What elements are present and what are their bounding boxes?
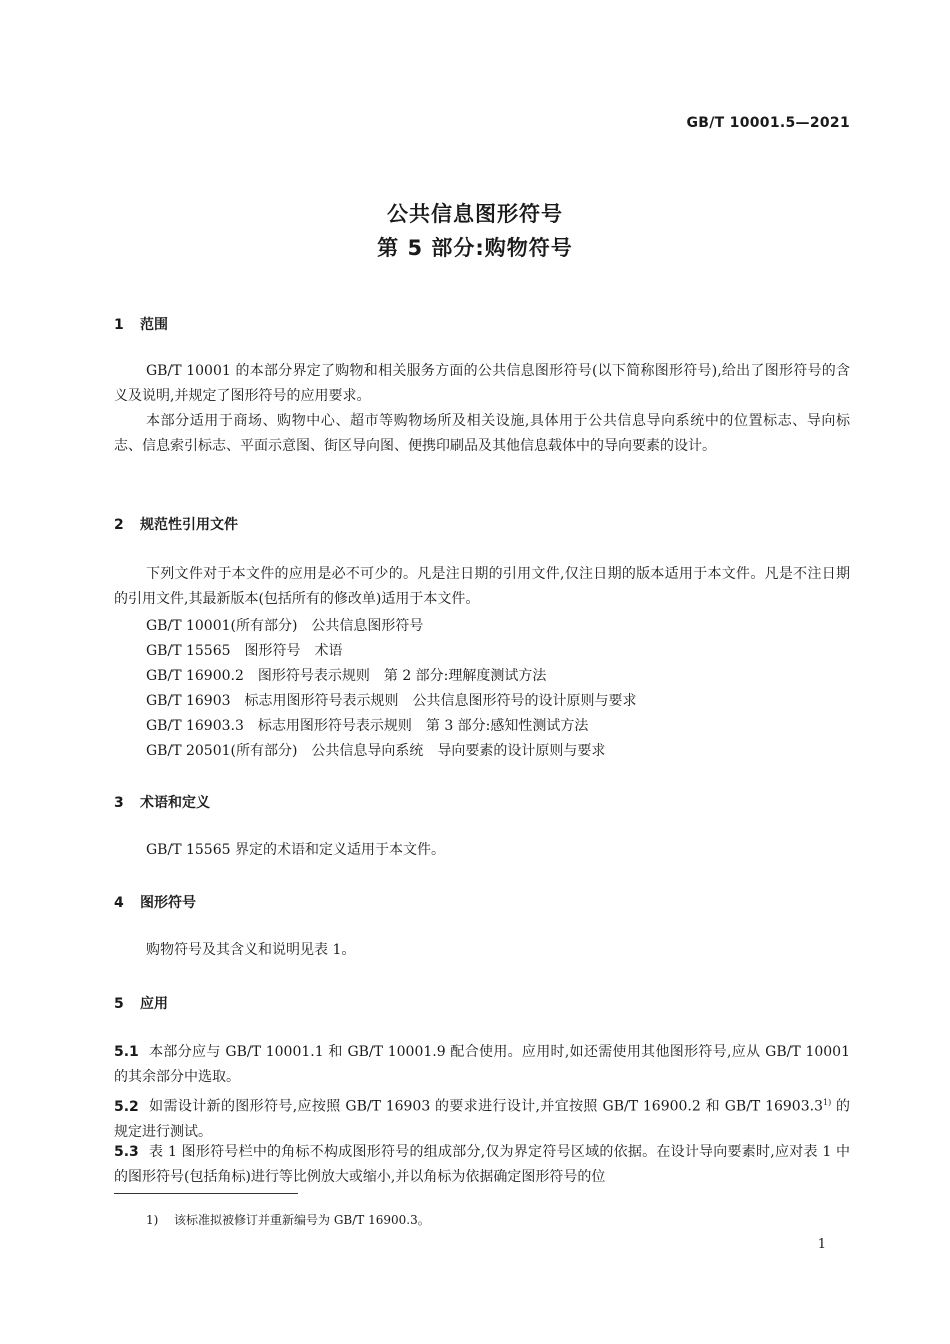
reference-item: GB/T 16903 标志用图形符号表示规则 公共信息图形符号的设计原则与要求	[146, 693, 637, 709]
reference-item: GB/T 15565 图形符号 术语	[146, 643, 343, 659]
document-title: 公共信息图形符号	[387, 202, 563, 226]
section-title: 规范性引用文件	[140, 517, 238, 533]
section-5-heading	[114, 993, 168, 1013]
section-3-paragraph-1: GB/T 15565 界定的术语和定义适用于本文件。	[146, 842, 445, 858]
footnote-text: 该标准拟被修订并重新编号为 GB/T 16900.3。	[174, 1213, 430, 1227]
section-1-paragraph-1: GB/T 10001 的本部分界定了购物和相关服务方面的公共信息图形符号(以下简称图形符号),给出了图形符号的含义及说明,并规定了图形符号的应用要求。	[114, 363, 850, 404]
footnote	[146, 1211, 430, 1228]
section-number: 3	[114, 795, 124, 811]
footnote-divider	[114, 1193, 298, 1194]
section-1-heading	[114, 314, 168, 334]
clause-text: 如需设计新的图形符号,应按照 GB/T 16903 的要求进行设计,并宜按照 GB/T 16900.2 和 GB/T 16903.3	[148, 1098, 823, 1115]
section-2-paragraph-1: 下列文件对于本文件的应用是必不可少的。凡是注日期的引用文件,仅注日期的版本适用于本文件。凡是不注日期的引用文件,其最新版本(包括所有的修改单)适用于本文件。	[114, 566, 850, 607]
reference-item: GB/T 10001(所有部分) 公共信息图形符号	[146, 618, 424, 634]
section-number: 4	[114, 895, 124, 911]
clause-number: 5.1	[114, 1044, 139, 1060]
footnote-reference[interactable]: 1)	[822, 1098, 832, 1107]
clause-number: 5.3	[114, 1144, 139, 1160]
section-number: 2	[114, 517, 124, 533]
section-2-heading	[114, 514, 238, 534]
clause-text: 表 1 图形符号栏中的角标不构成图形符号的组成部分,仅为界定符号区域的依据。在设计导向要素时,应对表 1 中的图形符号(包括角标)进行等比例放大或缩小,并以角标为依据确定图形符号的位	[114, 1144, 850, 1185]
page-number: 1	[817, 1237, 826, 1252]
section-title: 范围	[140, 317, 168, 333]
footnote-mark: 1)	[146, 1213, 159, 1227]
clause-5-3	[114, 1140, 850, 1190]
section-4-heading	[114, 892, 196, 912]
section-3-heading	[114, 792, 210, 812]
section-title: 术语和定义	[140, 795, 210, 811]
section-title: 图形符号	[140, 895, 196, 911]
clause-text-tail: 的规定进行测试。	[114, 1098, 851, 1140]
section-number: 5	[114, 996, 124, 1012]
section-4-paragraph-1: 购物符号及其含义和说明见表 1。	[146, 942, 356, 958]
section-title: 应用	[140, 996, 168, 1012]
standard-code: GB/T 10001.5—2021	[686, 115, 850, 131]
clause-number: 5.2	[114, 1098, 139, 1115]
document-subtitle: 第 5 部分:购物符号	[377, 236, 573, 260]
clause-5-2	[114, 1090, 850, 1145]
reference-item: GB/T 16900.2 图形符号表示规则 第 2 部分:理解度测试方法	[146, 668, 547, 684]
reference-item: GB/T 16903.3 标志用图形符号表示规则 第 3 部分:感知性测试方法	[146, 718, 589, 734]
section-1-paragraph-2: 本部分适用于商场、购物中心、超市等购物场所及相关设施,具体用于公共信息导向系统中的位置标志、导向标志、信息索引标志、平面示意图、街区导向图、便携印刷品及其他信息载体中的导向要素的设计。	[114, 413, 850, 454]
reference-item: GB/T 20501(所有部分) 公共信息导向系统 导向要素的设计原则与要求	[146, 743, 606, 759]
section-number: 1	[114, 317, 124, 333]
clause-text: 本部分应与 GB/T 10001.1 和 GB/T 10001.9 配合使用。应用时,如还需使用其他图形符号,应从 GB/T 10001 的其余部分中选取。	[114, 1044, 850, 1085]
clause-5-1	[114, 1040, 850, 1090]
